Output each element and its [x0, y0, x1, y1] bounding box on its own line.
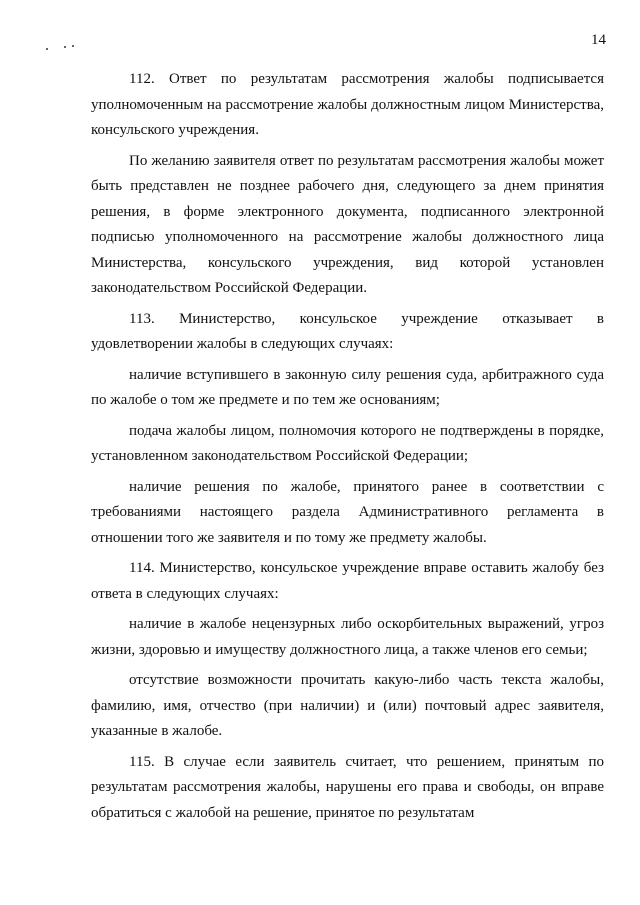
page-number: 14	[591, 32, 606, 48]
paragraph-114: 114. Министерство, консульское учреждение вправе оставить жалобу без ответа в следующих случаях:	[91, 560, 604, 602]
paragraph-court-decision: наличие вступившего в законную силу решения суда, арбитражного суда по жалобе о том же предмете и по тем же основаниям;	[91, 366, 604, 408]
paragraph-113: 113. Министерство, консульское учреждение отказывает в удовлетворении жалобы в следующих случаях:	[91, 310, 604, 352]
paragraph-115: 115. В случае если заявитель считает, что решением, принятым по результатам рассмотрения жалобы, нарушены его права и свободы, он вправе обратиться с жалобой на решение, принятое по результатам	[91, 753, 604, 821]
paragraph-electronic-reply: По желанию заявителя ответ по результатам рассмотрения жалобы может быть представлен не позднее рабочего дня, следующего за днем принятия решения, в форме электронного документа, подписанного электронной подписью уполномоченного на рассмотрение жалобы должностного лица Министерства, консульского учреждения, вид которой установлен законодательством Российской Федерации.	[91, 152, 604, 296]
document-body	[91, 67, 604, 826]
paragraph-112: 112. Ответ по результатам рассмотрения жалобы подписывается уполномоченным на рассмотрение жалобы должностным лицом Министерства, консульского учреждения.	[91, 71, 604, 138]
paragraph-unreadable-text: отсутствие возможности прочитать какую-либо часть текста жалобы, фамилию, имя, отчество (при наличии) и (или) почтовый адрес заявителя, указанные в жалобе.	[91, 672, 604, 739]
paragraph-unconfirmed-authority: подача жалобы лицом, полномочия которого не подтверждены в порядке, установленном законодательством Российской Федерации;	[91, 422, 604, 464]
paragraph-offensive-language: наличие в жалобе нецензурных либо оскорбительных выражений, угроз жизни, здоровью и имуществу должностного лица, а также членов его семьи;	[91, 616, 604, 658]
scan-specks	[44, 44, 84, 52]
paragraph-prior-decision: наличие решения по жалобе, принятого ранее в соответствии с требованиями настоящего раздела Административного регламента в отношении того же заявителя и по тому же предмету жалобы.	[91, 478, 604, 546]
